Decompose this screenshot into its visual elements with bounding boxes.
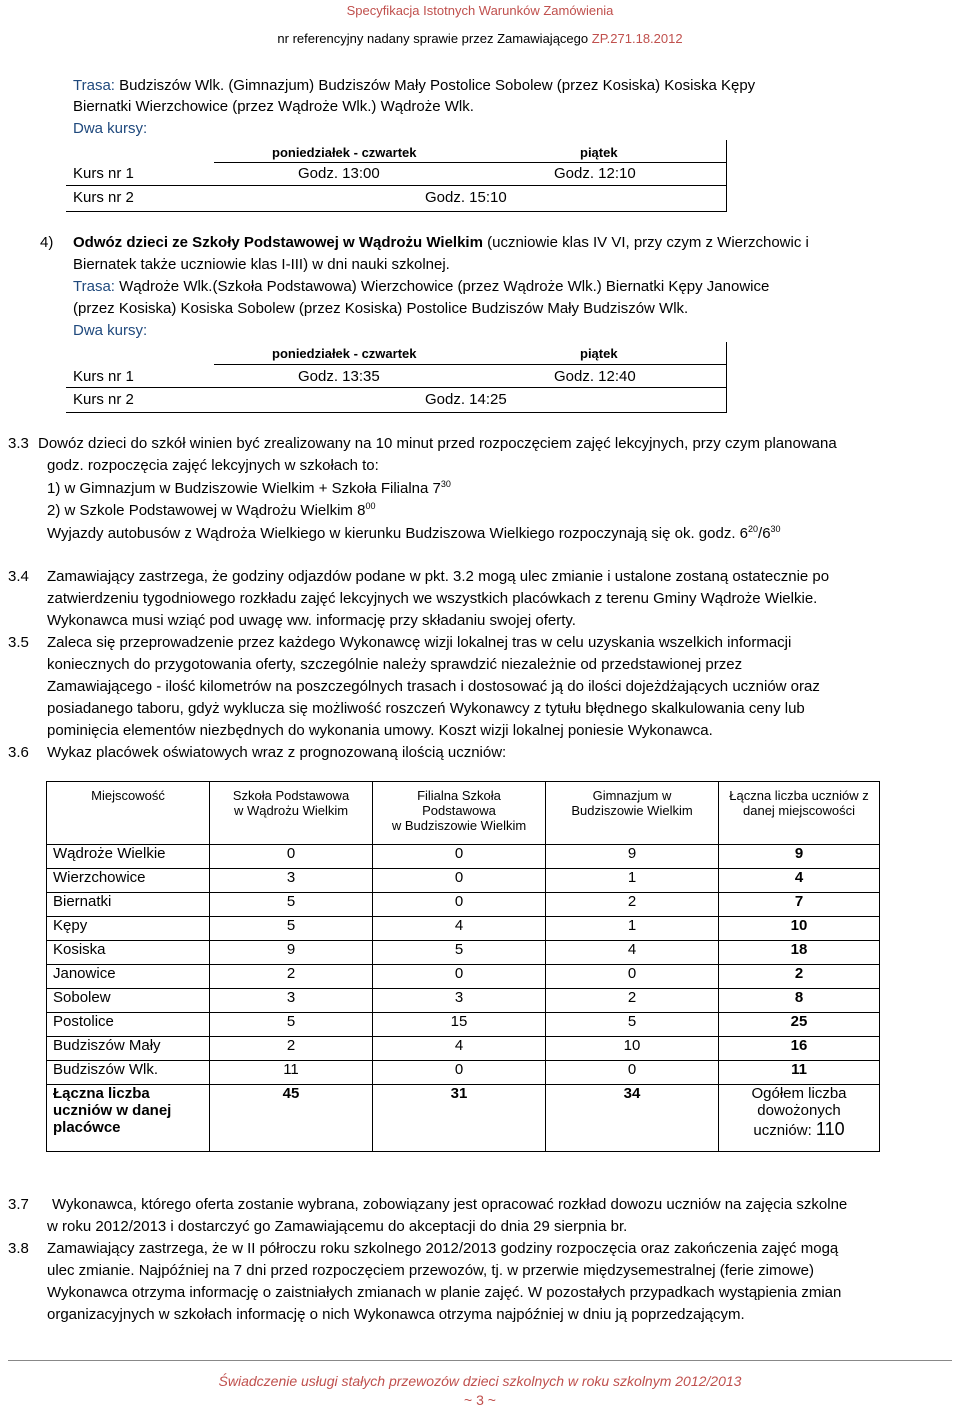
table-row: Janowice 2 0 0 2: [47, 965, 880, 989]
s33-item1-sup: 30: [440, 479, 451, 489]
header-gimnazjum: Gimnazjum w Budziszowie Wielkim: [546, 782, 719, 845]
route4-col-fri: piątek: [580, 346, 618, 361]
reference-number: [0, 31, 960, 46]
route3-kurs2-label: Kurs nr 2: [73, 189, 134, 206]
total-label: Łączna liczba uczniów w danej placówce: [47, 1085, 210, 1152]
route4-kurs1-fri-time: Godz. 12:40: [554, 368, 636, 385]
table-row: Wądroże Wielkie 0 0 9 9: [47, 845, 880, 869]
total-gim: 34: [546, 1085, 719, 1152]
table-row: Postolice 5 15 5 25: [47, 1013, 880, 1037]
table-row: Sobolew 3 3 2 8: [47, 989, 880, 1013]
total-overall: Ogółem liczba dowożonych uczniów: 110: [719, 1085, 880, 1152]
s34-number: 3.4: [8, 568, 29, 585]
route4-kurs1-mon-time: Godz. 13:35: [298, 368, 380, 385]
route3-kurs1-mon-time: Godz. 13:00: [298, 165, 380, 182]
route3-kurs1-fri-time: Godz. 12:10: [554, 165, 636, 182]
s38-number: 3.8: [8, 1240, 29, 1257]
route4-intro-rest: (uczniowie klas IV VI, przy czym z Wierzchowic i: [487, 234, 809, 251]
total-fsp: 31: [373, 1085, 546, 1152]
document-header-title: Specyfikacja Istotnych Warunków Zamówienia: [346, 3, 614, 18]
s33-item1-text: 1) w Gimnazjum w Budziszowie Wielkim + Szkoła Filialna 7: [47, 480, 441, 497]
header-miejscowosc: Miejscowość: [47, 782, 210, 845]
route4-kurs1-label: Kurs nr 1: [73, 368, 134, 385]
schools-table: [46, 781, 880, 1152]
s35-number: 3.5: [8, 634, 29, 651]
s38-line4: organizacyjnych w szkołach informację o nich Wykonawca otrzyma najpóźniej w dniu ją poprzedzającym.: [47, 1306, 745, 1323]
s37-line2: w roku 2012/2013 i dostarczyć go Zamawiającemu do akceptacji do dnia 29 sierpnia br.: [47, 1218, 628, 1235]
s35-line3: Zamawiającego - ilość kilometrów na poszczególnych trasach i dostosować ją do ilości dojeżdżających uczniów oraz: [47, 678, 820, 695]
route3-table-rule-top: [214, 162, 726, 163]
reference-prefix: nr referencyjny nadany sprawie przez Zamawiającego: [277, 31, 589, 46]
route4-table-rule-top: [214, 364, 726, 365]
route3-trasa-line2: Biernatki Wierzchowice (przez Wądroże Wlk.) Wądroże Wlk.: [73, 98, 474, 115]
route4-kursy-label: Dwa kursy:: [73, 322, 148, 339]
route4-kurs2-time: Godz. 14:25: [425, 391, 507, 408]
s33-wyjazdy-sup2: 30: [770, 524, 781, 534]
s37-number: 3.7: [8, 1196, 29, 1213]
route3-table-rule-right: [726, 140, 727, 212]
route4-table-rule-mid: [66, 387, 726, 388]
route4-number: 4): [40, 234, 54, 251]
route3-kurs1-label: Kurs nr 1: [73, 165, 134, 182]
table-row: Budziszów Mały 2 4 10 16: [47, 1037, 880, 1061]
route3-table-rule-bottom: [66, 211, 726, 212]
table-header-row: [47, 782, 880, 845]
route4-col-mon-thu: poniedziałek - czwartek: [272, 346, 417, 361]
footer-title: Świadczenie usługi stałych przewozów dzieci szkolnych w roku szkolnym 2012/2013: [218, 1373, 742, 1389]
s35-line5: pominięcia elementów niezbędnych do wykonania umowy. Koszt wizji lokalnej poniesie Wykonawca.: [47, 722, 713, 739]
header-szkola-podstawowa: Szkoła Podstawowa w Wądrożu Wielkim: [210, 782, 373, 845]
s38-line3: Wykonawca otrzyma informację o zaistniałych zmianach w planie zajęć. W pozostałych przypadkach wystąpienia zmian: [47, 1284, 842, 1301]
s33-item1: [47, 478, 451, 499]
route-text: Budziszów Wlk. (Gimnazjum) Budziszów Mały Postolice Sobolew (przez Kosiska) Kosiska Kępy: [119, 77, 756, 94]
table-total-row: [47, 1085, 880, 1152]
route4-intro-line1: [73, 232, 809, 253]
s35-line1: Zaleca się przeprowadzenie przez każdego Wykonawcę wizji lokalnej tras w celu uzyskania wszelkich informacji: [47, 634, 792, 651]
s35-line4: posiadanego taboru, gdyż wyklucza się możliwość roszczeń Wykonawcy z tytułu błędnego skalkulowania ceny lub: [47, 700, 805, 717]
route-text: Wądroże Wlk.(Szkoła Podstawowa) Wierzchowice (przez Wądroże Wlk.) Biernatki Kępy Janowice: [119, 278, 770, 295]
s38-line1: Zamawiający zastrzega, że w II półroczu roku szkolnego 2012/2013 godziny rozpoczęcia oraz zakończenia zajęć mogą: [47, 1240, 839, 1257]
s33-item2: [47, 500, 375, 521]
header-filialna: Filialna Szkoła Podstawowa w Budziszowie Wielkim: [373, 782, 546, 845]
route4-intro-line2: Biernatek także uczniowie klas I-III) w dni nauki szkolnej.: [73, 256, 450, 273]
trasa-label: Trasa:: [73, 278, 115, 295]
s33-item2-text: 2) w Szkole Podstawowej w Wądrożu Wielkim 8: [47, 502, 366, 519]
s34-line1: Zamawiający zastrzega, że godziny odjazdów podane w pkt. 3.2 mogą ulec zmianie i ustalone zostaną ostatecznie po: [47, 568, 830, 585]
s33-wyjazdy-mid: /6: [758, 525, 771, 542]
s33-wyjazdy-text: Wyjazdy autobusów z Wądroża Wielkiego w kierunku Budziszowa Wielkiego rozpoczynają się ok. godz. 6: [47, 525, 749, 542]
route3-table-rule-mid: [66, 185, 726, 186]
reference-code: ZP.271.18.2012: [591, 31, 683, 46]
header-laczna: Łączna liczba uczniów z danej miejscowości: [719, 782, 880, 845]
route3-col-mon-thu: poniedziałek - czwartek: [272, 145, 417, 160]
s34-line3: Wykonawca musi wziąć pod uwagę ww. informację przy składaniu swojej oferty.: [47, 612, 576, 629]
route3-kurs2-time: Godz. 15:10: [425, 189, 507, 206]
total-overall-value: 110: [815, 1119, 845, 1139]
s33-wyjazdy: [47, 523, 781, 544]
route3-trasa-line1: [73, 75, 755, 96]
footer-divider: [8, 1360, 952, 1361]
s33-line1: Dowóz dzieci do szkół winien być zrealizowany na 10 minut przed rozpoczęciem zajęć lekcyjnych, przy czym planowana: [38, 435, 837, 452]
total-sp: 45: [210, 1085, 373, 1152]
page-number: ~ 3 ~: [464, 1392, 496, 1408]
s35-line2: koniecznych do przygotowania oferty, szczególnie należy sprawdzić niezależnie od przedstawionej przez: [47, 656, 743, 673]
s33-wyjazdy-sup1: 20: [748, 524, 759, 534]
s37-line1: Wykonawca, którego oferta zostanie wybrana, zobowiązany jest opracować rozkład dowozu uczniów na zajęcia szkolne: [52, 1196, 848, 1213]
s33-item2-sup: 00: [365, 501, 376, 511]
table-row: Wierzchowice 3 0 1 4: [47, 869, 880, 893]
route4-trasa-line2: (przez Kosiska) Kosiska Sobolew (przez Kosiska) Postolice Budziszów Mały Budziszów Wlk.: [73, 300, 689, 317]
table-row: Kosiska 9 5 4 18: [47, 941, 880, 965]
table-row: Budziszów Wlk. 11 0 0 11: [47, 1061, 880, 1085]
table-row: Biernatki 5 0 2 7: [47, 893, 880, 917]
s33-line2: godz. rozpoczęcia zajęć lekcyjnych w szkołach to:: [47, 457, 379, 474]
s38-line2: ulec zmianie. Najpóźniej na 7 dni przed rozpoczęciem przewozów, tj. w przerwie międzysemestralnej (ferie zimowe): [47, 1262, 814, 1279]
trasa-label: Trasa:: [73, 77, 115, 94]
route3-col-fri: piątek: [580, 145, 618, 160]
route4-table-rule-bottom: [66, 412, 726, 413]
route4-kurs2-label: Kurs nr 2: [73, 391, 134, 408]
s33-number: 3.3: [8, 435, 29, 452]
route4-table-rule-right: [726, 342, 727, 413]
route4-trasa-line1: [73, 276, 769, 297]
s36-number: 3.6: [8, 744, 29, 761]
table-row: Kępy 5 4 1 10: [47, 917, 880, 941]
s34-line2: zatwierdzeniu tygodniowego rozkładu zajęć lekcyjnych we wszystkich placówkach z terenu Gminy Wądroże Wielkie.: [47, 590, 818, 607]
route4-intro-bold: Odwóz dzieci ze Szkoły Podstawowej w Wądrożu Wielkim: [73, 234, 483, 251]
s36-line1: Wykaz placówek oświatowych wraz z prognozowaną ilością uczniów:: [47, 744, 507, 761]
route3-kursy-label: Dwa kursy:: [73, 120, 148, 137]
